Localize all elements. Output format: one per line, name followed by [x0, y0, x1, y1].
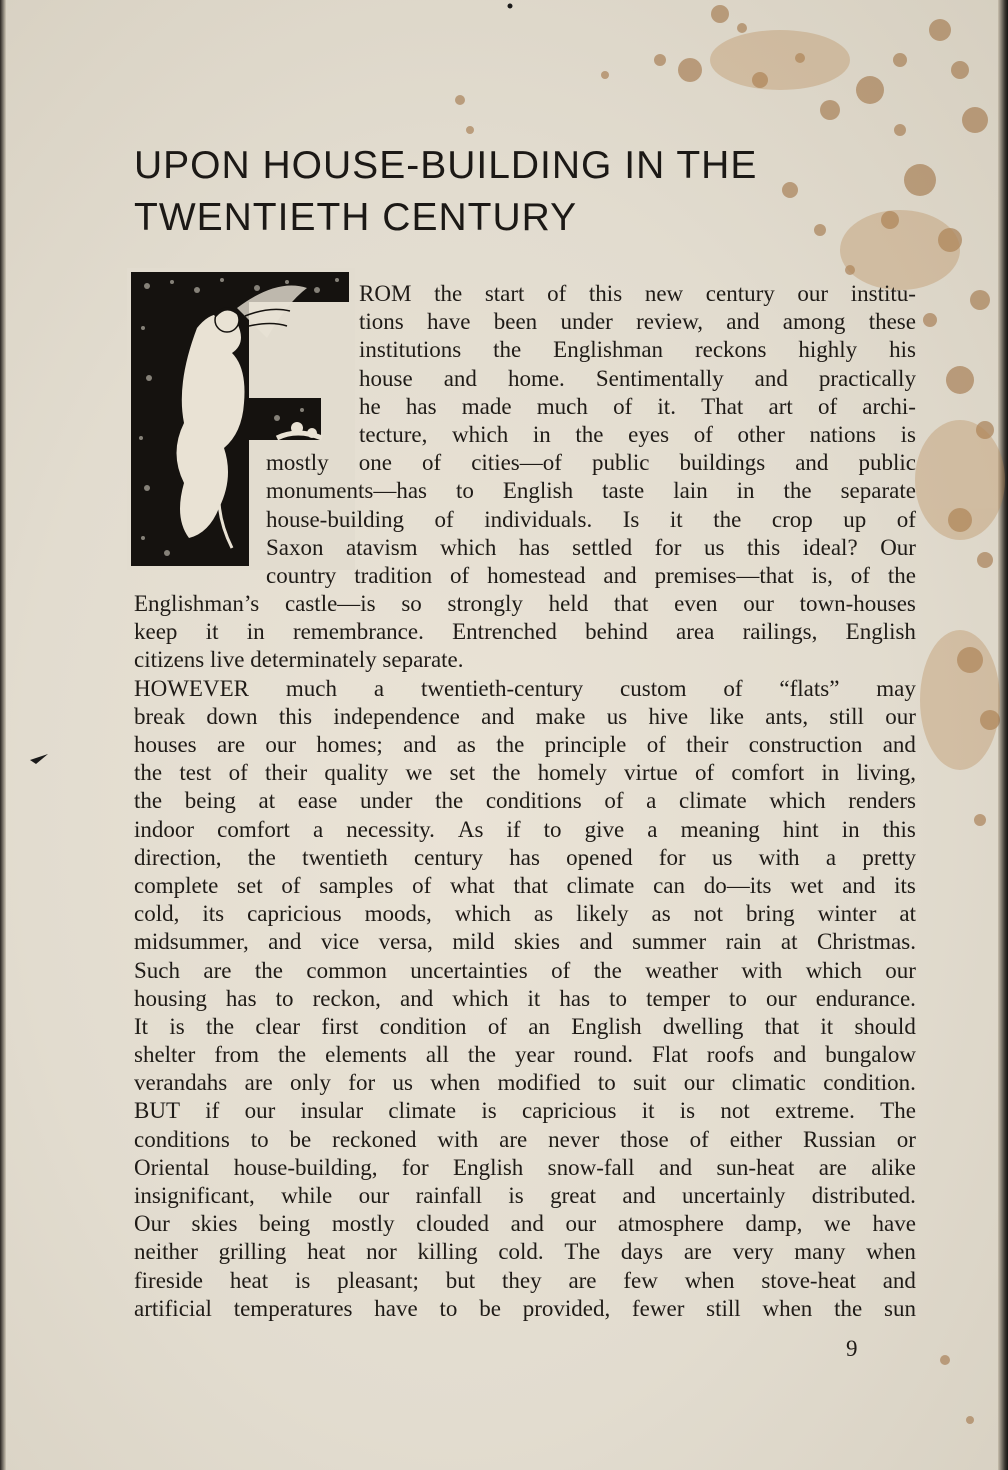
text-line: the being at ease under the conditions of a climate which renders: [134, 788, 916, 814]
text-line: Our skies being mostly clouded and our atmosphere damp, we have: [134, 1211, 916, 1237]
text-line: house-building of individuals. Is it the crop up of: [266, 506, 916, 532]
text-line: fireside heat is pleasant; but they are few when stove-heat and: [134, 1267, 916, 1293]
page-edge-right: [998, 0, 1008, 1470]
text-line: insignificant, while our rainfall is great and uncertainly distributed.: [134, 1183, 916, 1208]
text-line: shelter from the elements all the year round. Flat roofs and bungalow: [134, 1042, 916, 1068]
text-line: Saxon atavism which has settled for us this ideal? Our: [266, 534, 916, 560]
text-line: break down this independence and make us hive like ants, still our: [134, 703, 916, 729]
text-line: cold, its capricious moods, which as likely as not bring winter at: [134, 901, 916, 927]
text-line: he has made much of it. That art of archi-: [359, 393, 916, 419]
text-line: verandahs are only for us when modified to suit our climatic condition.: [134, 1070, 916, 1096]
text-line: institutions the Englishman reckons highly his: [359, 337, 916, 363]
text-line: the test of their quality we set the homely virtue of comfort in living,: [134, 760, 916, 786]
text-line: BUT if our insular climate is capricious it is not extreme. The: [134, 1098, 916, 1124]
text-line: It is the clear first condition of an English dwelling that it should: [134, 1013, 916, 1039]
text-line: mostly one of cities—of public buildings and public: [266, 450, 916, 476]
body-text: [134, 280, 916, 1323]
page-edge-left: [0, 0, 6, 1470]
text-line: Englishman’s castle—is so strongly held that even our town-houses: [134, 591, 916, 617]
text-line: Oriental house-building, for English snow-fall and sun-heat are alike: [134, 1154, 916, 1180]
text-line: ROM the start of this new century our institu-: [359, 281, 916, 306]
text-line: complete set of samples of what that climate can do—its wet and its: [134, 872, 916, 898]
text-line: monuments—has to English taste lain in the separate: [266, 478, 916, 504]
page-number: 9: [846, 1336, 858, 1361]
title-line-1: UPON HOUSE-BUILDING IN THE: [134, 144, 758, 187]
title-line-2: TWENTIETH CENTURY: [134, 196, 578, 239]
text-line: midsummer, and vice versa, mild skies and summer rain at Christmas.: [134, 929, 916, 955]
text-line: tions have been under review, and among these: [359, 309, 916, 335]
text-line: conditions to be reckoned with are never those of either Russian or: [134, 1126, 916, 1152]
text-line: citizens live determinately separate.: [134, 647, 464, 673]
text-line: artificial temperatures have to be provided, fewer still when the sun: [134, 1295, 916, 1321]
text-line: neither grilling heat nor killing cold. The days are very many when: [134, 1239, 916, 1265]
text-line: housing has to reckon, and which it has to temper to our endurance.: [134, 985, 916, 1011]
text-line: house and home. Sentimentally and practically: [359, 365, 916, 391]
text-line: country tradition of homestead and premises—that is, of the: [266, 562, 916, 588]
text-line: direction, the twentieth century has opened for us with a pretty: [134, 844, 916, 870]
text-line: Such are the common uncertainties of the weather with which our: [134, 957, 916, 983]
chapter-title: [134, 140, 934, 244]
text-line: keep it in remembrance. Entrenched behind area railings, English: [134, 619, 916, 645]
text-line: indoor comfort a necessity. As if to give a meaning hint in this: [134, 816, 916, 842]
text-line: tecture, which in the eyes of other nations is: [359, 421, 916, 447]
text-line: houses are our homes; and as the principle of their construction and: [134, 732, 916, 757]
text-line: HOWEVER much a twentieth-century custom of “flats” may: [134, 675, 916, 701]
